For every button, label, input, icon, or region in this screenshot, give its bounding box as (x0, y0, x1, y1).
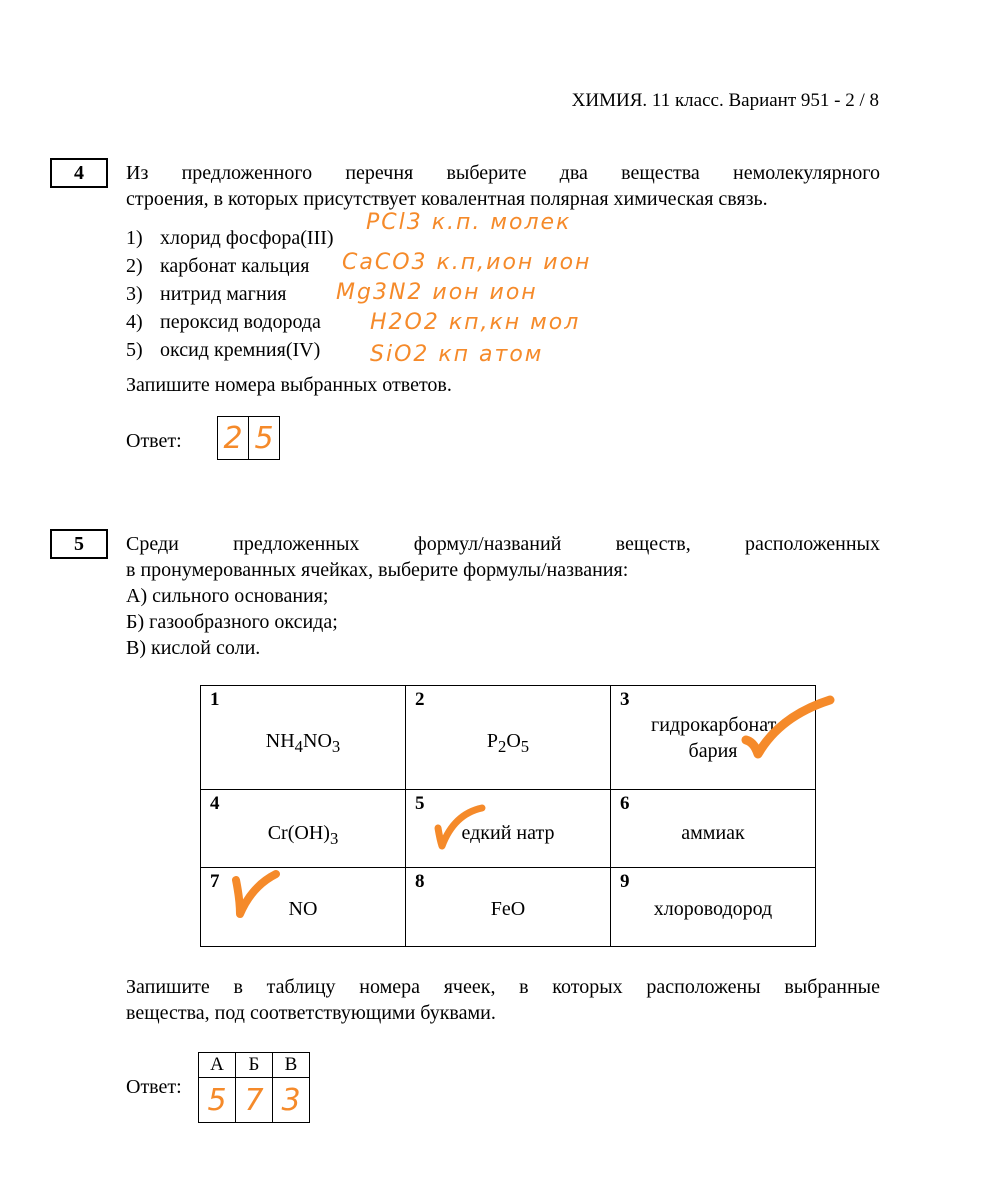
answer-header: Б (236, 1053, 273, 1078)
question-4-option (126, 224, 334, 252)
question-5-item-b: Б) газообразного оксида; (126, 611, 338, 633)
question-5-instruction-line2: вещества, под соответствующими буквами. (126, 1002, 496, 1024)
answer-header: А (199, 1053, 236, 1078)
question-4-option (126, 308, 321, 336)
question-5-prompt-line2: в пронумерованных ячейках, выберите формулы/названия: (126, 559, 629, 581)
question-4-number: 4 (50, 158, 108, 188)
option-number: 4) (126, 311, 143, 333)
grid-cell (406, 686, 611, 790)
cell-number: 5 (415, 793, 425, 814)
question-5-instruction-line1: Запишите в таблицу номера ячеек, в которых расположены выбранные (126, 976, 880, 998)
checkmark-icon (228, 866, 284, 922)
question-4-option (126, 252, 309, 280)
cell-formula: $NH_4NO_3$ (265, 730, 341, 756)
grid-cell (201, 790, 406, 868)
handwritten-note: SiO2 кп атом (370, 342, 544, 367)
cell-number: 8 (415, 871, 425, 892)
cell-number: 3 (620, 689, 630, 710)
cell-number: 4 (210, 793, 220, 814)
handwritten-digit: 2 (223, 420, 243, 456)
cell-number: 1 (210, 689, 220, 710)
question-4-answer-label: Ответ: (126, 430, 182, 452)
grid-cell (611, 868, 816, 947)
handwritten-note: PCl3 к.п. молек (366, 210, 572, 235)
question-4-option (126, 280, 286, 308)
cell-number: 7 (210, 871, 220, 892)
question-4-prompt-line1: Из предложенного перечня выберите два вещества немолекулярного (126, 162, 880, 184)
cell-name: едкий натр (461, 822, 555, 844)
handwritten-digit: 5 (207, 1082, 227, 1118)
substances-grid (200, 685, 816, 947)
cell-name: хлороводород (653, 898, 773, 920)
option-number: 1) (126, 227, 143, 249)
cell-number: 6 (620, 793, 630, 814)
handwritten-digit: 7 (244, 1082, 264, 1118)
answer-header: В (273, 1053, 310, 1078)
handwritten-note: Mg3N2 ион ион (336, 280, 538, 305)
checkmark-icon (430, 800, 490, 856)
grid-cell (611, 790, 816, 868)
answer-cell[interactable] (249, 417, 280, 460)
option-text: хлорид фосфора(III) (160, 227, 334, 249)
grid-cell (406, 868, 611, 947)
question-4-answer-box[interactable] (217, 416, 280, 460)
cell-formula: FeO (490, 898, 526, 920)
handwritten-note: CaCO3 к.п,ион ион (342, 250, 592, 275)
question-5-number: 5 (50, 529, 108, 559)
question-5-item-c: В) кислой соли. (126, 637, 261, 659)
question-5-item-a: А) сильного основания; (126, 585, 329, 607)
question-4-prompt-line2: строения, в которых присутствует ковалентная полярная химическая связь. (126, 188, 768, 210)
cell-formula: $Cr(OH)_3$ (267, 822, 339, 848)
answer-cell[interactable] (199, 1078, 236, 1123)
question-4-option (126, 336, 320, 364)
checkmark-icon (740, 692, 840, 762)
option-text: карбонат кальция (160, 255, 310, 277)
grid-cell (201, 686, 406, 790)
question-5-answer-label: Ответ: (126, 1076, 182, 1098)
handwritten-digit: 3 (281, 1082, 301, 1118)
cell-formula: NO (288, 898, 318, 920)
option-text: пероксид водорода (160, 311, 321, 333)
option-text: нитрид магния (160, 283, 287, 305)
cell-formula: $P_2O_5$ (486, 730, 530, 756)
page-header: ХИМИЯ. 11 класс. Вариант 951 - 2 / 8 (571, 90, 879, 111)
option-number: 2) (126, 255, 143, 277)
handwritten-digit: 5 (254, 420, 274, 456)
answer-cell[interactable] (273, 1078, 310, 1123)
cell-name: аммиак (681, 822, 745, 844)
cell-number: 2 (415, 689, 425, 710)
answer-cell[interactable] (236, 1078, 273, 1123)
cell-name: гидрокарбонат бария (651, 714, 777, 762)
question-4-instruction: Запишите номера выбранных ответов. (126, 374, 452, 396)
question-5-prompt-line1: Среди предложенных формул/названий веществ, расположенных (126, 533, 880, 555)
option-number: 5) (126, 339, 143, 361)
cell-number: 9 (620, 871, 630, 892)
answer-cell[interactable] (218, 417, 249, 460)
handwritten-note: H2O2 кп,кн мол (370, 310, 581, 335)
question-5-answer-table[interactable] (198, 1052, 310, 1123)
option-number: 3) (126, 283, 143, 305)
option-text: оксид кремния(IV) (160, 339, 321, 361)
